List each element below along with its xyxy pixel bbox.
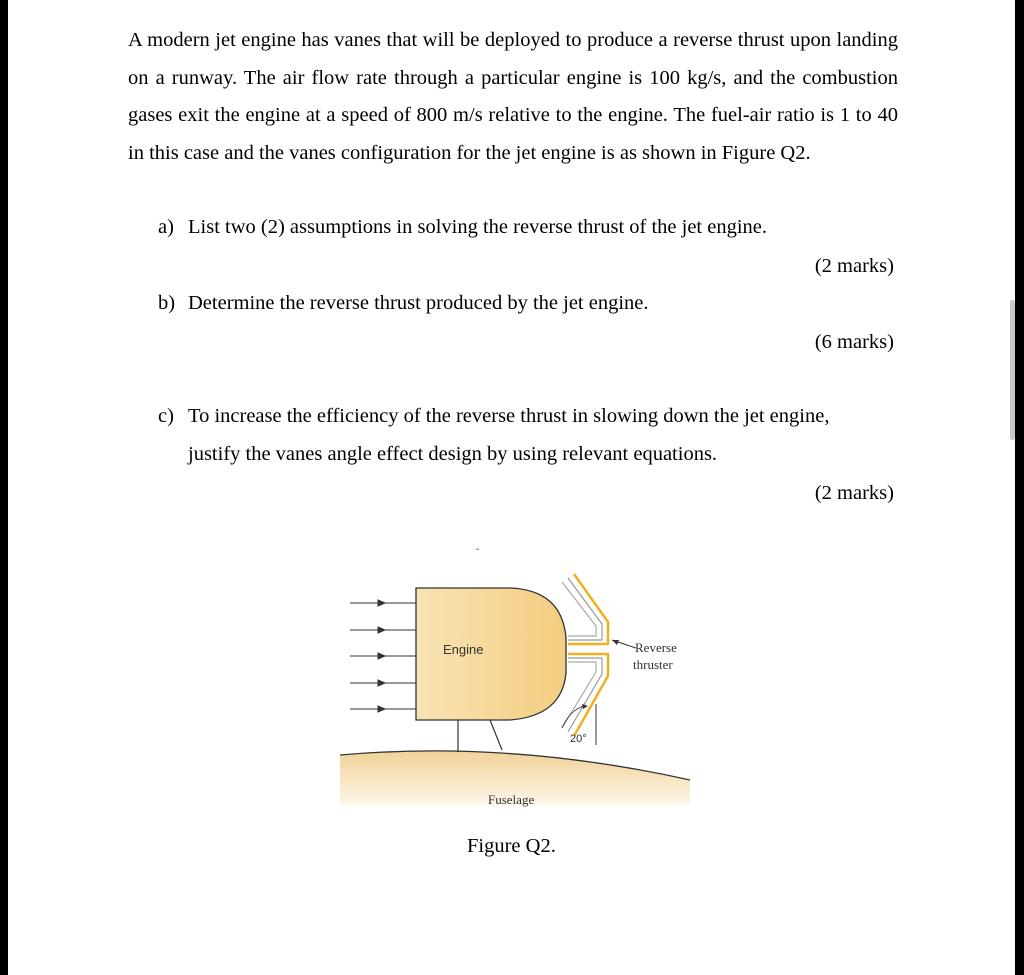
- reverse-label-line1: Reverse: [635, 640, 677, 655]
- angle-arrowhead: [582, 704, 588, 709]
- question-b: [158, 292, 649, 315]
- question-a-marks: (2 marks): [814, 255, 894, 277]
- scrollbar[interactable]: [1010, 300, 1015, 440]
- reverse-thruster-vanes: [562, 574, 608, 736]
- question-c-line1: To increase the efficiency of the reverse thrust in slowing down the jet engine,: [188, 405, 830, 427]
- problem-statement: A modern jet engine has vanes that will be deployed to produce a reverse thrust upon landing on a runway. The air flow rate through a particular engine is 100 kg/s, and the combustion gases exit the engine at a speed of 800 m/s relative to the engine. The fuel-air ratio is 1 to 40 in this case and the vanes configuration for the jet engine is as shown in Figure Q2.: [128, 29, 898, 165]
- question-c: [158, 405, 829, 428]
- leader-arrowhead: [612, 640, 619, 645]
- figure-caption: Figure Q2.: [467, 835, 556, 857]
- jet-engine-figure: [330, 540, 700, 820]
- engine-label: Engine: [443, 642, 484, 657]
- question-c-marks: (2 marks): [814, 482, 894, 504]
- question-b-label: b): [158, 292, 176, 314]
- angle-label: 20°: [570, 733, 587, 745]
- question-a: [158, 216, 767, 239]
- engine-nacelle: [416, 588, 566, 720]
- fuselage-label: Fuselage: [488, 792, 535, 807]
- reverse-label-line2: thruster: [633, 657, 673, 672]
- question-b-text: Determine the reverse thrust produced by the jet engine.: [188, 292, 649, 314]
- question-b-marks: (6 marks): [814, 331, 894, 353]
- figure-stray-mark: ˇ: [476, 548, 480, 559]
- pylon-right: [490, 720, 502, 750]
- question-c-label: c): [158, 405, 174, 427]
- question-a-text: List two (2) assumptions in solving the reverse thrust of the jet engine.: [188, 216, 768, 238]
- question-a-label: a): [158, 216, 174, 238]
- question-c-line2: justify the vanes angle effect design by using relevant equations.: [188, 443, 718, 465]
- inlet-flow-arrows: [350, 600, 416, 712]
